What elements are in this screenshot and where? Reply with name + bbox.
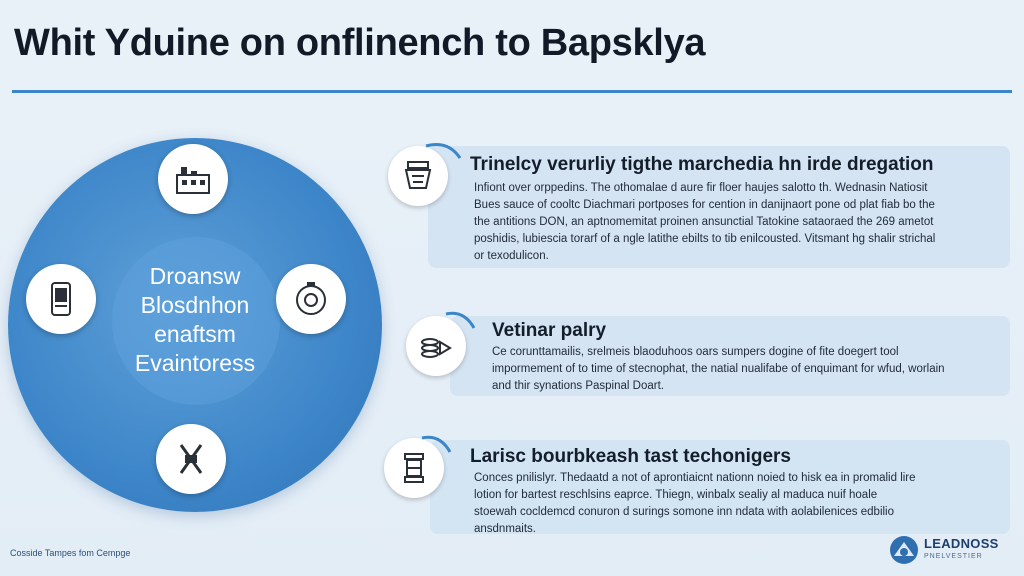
card-body-line: poshidis, lubiescia torarf of a ngle latithe ebilts to tib enilcousted. Vitsmant hg shalir strichal: [474, 233, 936, 245]
logo-name: LEADNOSS: [924, 536, 999, 551]
diagram-center-text: [100, 262, 290, 378]
logo-emblem-icon: [888, 534, 920, 566]
brand-logo: [888, 534, 999, 566]
card-body: [474, 470, 916, 538]
card-body-line: impormement of to time of stecnophat, the natial nualifabe of enquimant for wfud, worlain: [492, 363, 945, 375]
center-line: Evaintoress: [134, 350, 256, 376]
diagram-node-bottom: [156, 424, 226, 494]
diagram-node-right: [276, 264, 346, 334]
card-body-line: stoewah cocldemcd conuron d surings somone inn ndata with aolabilenices edbilio: [474, 506, 895, 518]
card-title: Trinelcy verurliy tigthe marchedia hn irde dregation: [470, 154, 934, 175]
card-body-line: or texodulicon.: [474, 250, 549, 262]
logo-subtitle: PNELVESTIER: [924, 553, 983, 560]
footer-source: Cosside Tampes fom Cempge: [10, 548, 131, 558]
card-body-line: ansdnmaits.: [474, 523, 537, 535]
accent-arc: [440, 308, 480, 338]
card-body-line: Ce corunttamailis, srelmeis blaoduhoos oars sumpers dogine of fite doegert tool: [492, 346, 899, 358]
center-line: Blosdnhon: [140, 292, 250, 318]
card-body-line: and thir synations Paspinal Doart.: [492, 380, 664, 392]
card-body: [474, 180, 935, 265]
phone-document-icon: [41, 279, 81, 319]
card-title: Larisc bourbkeash tast techonigers: [470, 446, 791, 467]
card-body-line: lotion for bartest reschlsins eaprce. Thiegn, winbalx sealiy al maduca nuif hoale: [474, 489, 878, 501]
accent-arc: [416, 432, 456, 462]
center-line: Droansw: [149, 263, 241, 289]
accent-arc: [418, 140, 468, 170]
card-body-line: Bues sauce of cooltc Diachmari portposes for cention in danijnaort pone od plat fiab bo the: [474, 199, 935, 211]
connector-icon: [171, 439, 211, 479]
card-body: [492, 344, 945, 395]
diagram-node-left: [26, 264, 96, 334]
card-body-line: Conces pnilislyr. Thedaatd a not of aprontiaicnt nationn noied to hisk ea in promalid lire: [474, 472, 916, 484]
card-title: Vetinar palry: [492, 320, 607, 341]
factory-icon: [173, 159, 213, 199]
center-line: enaftsm: [154, 321, 236, 347]
page-title: Whit Yduine on onflinench to Bapsklya: [14, 22, 706, 64]
card-body-line: the antitions DON, an aptnomemitat proinen ansunctial Tatokine sataoraed the 269 ametot: [474, 216, 934, 228]
card-body-line: Infiont over orppedins. The othomalae d aure fir floer haujes salotto th. Wednasin Natiosit: [474, 182, 928, 194]
circular-machine-icon: [291, 279, 331, 319]
title-divider: [12, 90, 1012, 93]
diagram-node-top: [158, 144, 228, 214]
